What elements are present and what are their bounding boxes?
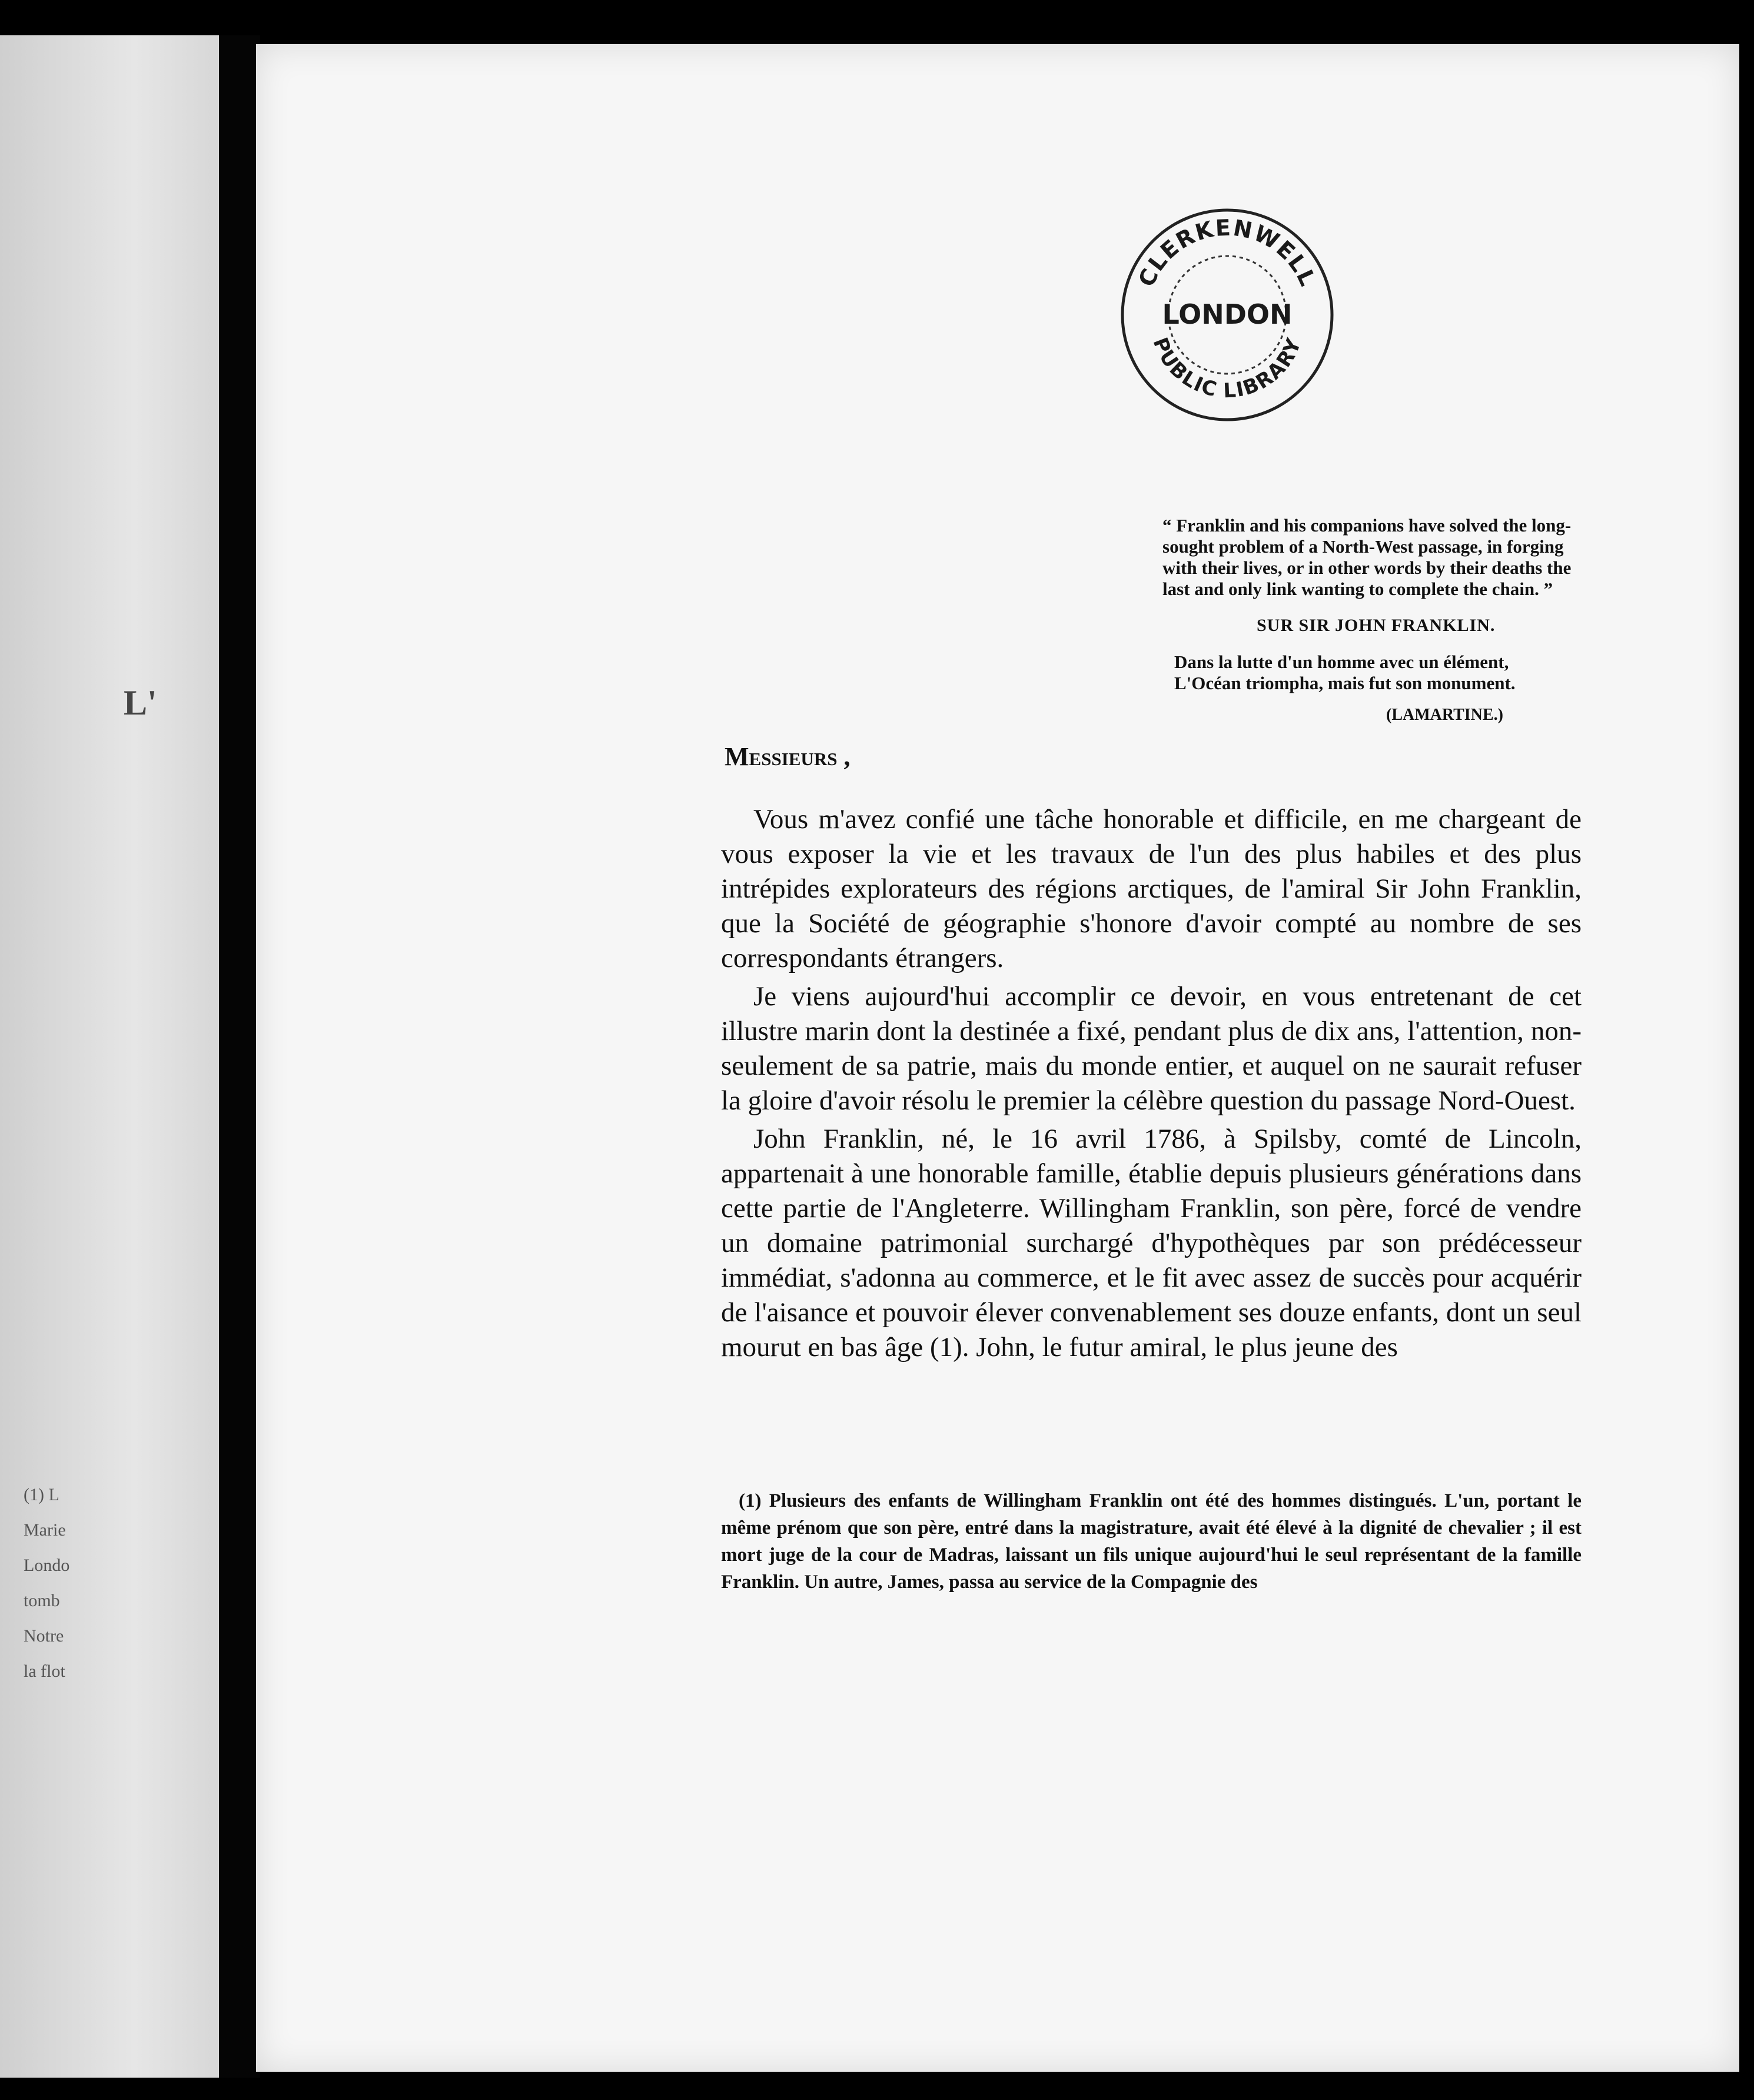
library-stamp bbox=[1115, 203, 1339, 427]
left-footnote-line: (1) L bbox=[24, 1485, 59, 1504]
left-page-footnote bbox=[24, 1477, 200, 1689]
footnote-text: (1) Plusieurs des enfants de Willingham Franklin ont été des hommes distingués. L'un, portant le même prénom que son père, entré dans la magistrature, avait été élevé à la dignité de chevalier ; il est mort juge de la cour de Madras, laissant un fils unique aujourd'hui le seul représentant de la famille Franklin. Un autre, James, passa au service de la Compagnie des bbox=[721, 1490, 1582, 1593]
stamp-top-text: CLERKENWELL bbox=[1133, 214, 1321, 291]
left-footnote-line: tomb bbox=[24, 1591, 60, 1610]
epigraph-french-line: L'Océan triompha, mais fut son monument. bbox=[1174, 673, 1516, 693]
epigraph-quote-line: “ Franklin and his companions have solved the long- bbox=[1162, 515, 1572, 536]
epigraph-quote-line: last and only link wanting to complete the chain. ” bbox=[1162, 579, 1553, 599]
stamp-bottom-text: PUBLIC LIBRARY bbox=[1148, 334, 1307, 403]
footnote bbox=[721, 1487, 1582, 1596]
epigraph-poet: (LAMARTINE.) bbox=[1386, 706, 1503, 724]
left-footnote-line: Notre bbox=[24, 1626, 64, 1646]
epigraph bbox=[1162, 515, 1592, 726]
svg-text:CLERKENWELL bbox=[1133, 215, 1321, 291]
svg-text:PUBLIC LIBRARY bbox=[1148, 334, 1306, 403]
library-stamp-graphic bbox=[1115, 203, 1339, 427]
left-footnote-line: Marie bbox=[24, 1520, 66, 1540]
book-gutter bbox=[219, 35, 260, 2078]
left-footnote-line: la flot bbox=[24, 1662, 65, 1681]
document-page bbox=[256, 44, 1739, 2072]
paragraph: Je viens aujourd'hui accomplir ce devoir, en vous entretenant de cet illustre marin dont la destinée a fixé, pendant plus de dix ans, l'attention, non-seulement de sa patrie, mais du monde entier, et auquel on ne saurait refuser la gloire d'avoir résolu le premier la célèbre question du passage Nord-Ouest. bbox=[721, 981, 1582, 1116]
left-page-fragment: L' bbox=[124, 683, 157, 722]
stamp-center-text: LONDON bbox=[1162, 298, 1293, 330]
left-footnote-line: Londo bbox=[24, 1556, 70, 1575]
epigraph-french-line: Dans la lutte d'un homme avec un élément, bbox=[1174, 652, 1509, 672]
epigraph-quote-line: sought problem of a North-West passage, in forging bbox=[1162, 536, 1564, 557]
paragraph: Vous m'avez confié une tâche honorable et difficile, en me chargeant de vous exposer la vie et les travaux de l'un des plus habiles et des plus intrépides explorateurs des régions arctiques, de l'amiral Sir John Franklin, que la Société de géographie s'honore d'avoir compté au nombre de ses correspondants étrangers. bbox=[721, 804, 1582, 973]
epigraph-quote-line: with their lives, or in other words by their deaths the bbox=[1162, 557, 1572, 578]
body-text bbox=[721, 802, 1582, 1368]
paragraph: John Franklin, né, le 16 avril 1786, à Spilsby, comté de Lincoln, appartenait à une honorable famille, établie depuis plusieurs générations dans cette partie de l'Angleterre. Willingham Franklin, son père, forcé de vendre un domaine patrimonial surchargé d'hypothèques par son prédécesseur immédiat, s'adonna au commerce, et le fit avec assez de succès pour acquérir de l'aisance et pouvoir élever convenablement ses douze enfants, dont un seul mourut en bas âge (1). John, le futur amiral, le plus jeune des bbox=[721, 1124, 1582, 1363]
salutation: Messieurs , bbox=[725, 742, 851, 771]
epigraph-attribution: SUR SIR JOHN FRANKLIN. bbox=[1257, 616, 1496, 635]
left-facing-page bbox=[0, 35, 224, 2078]
